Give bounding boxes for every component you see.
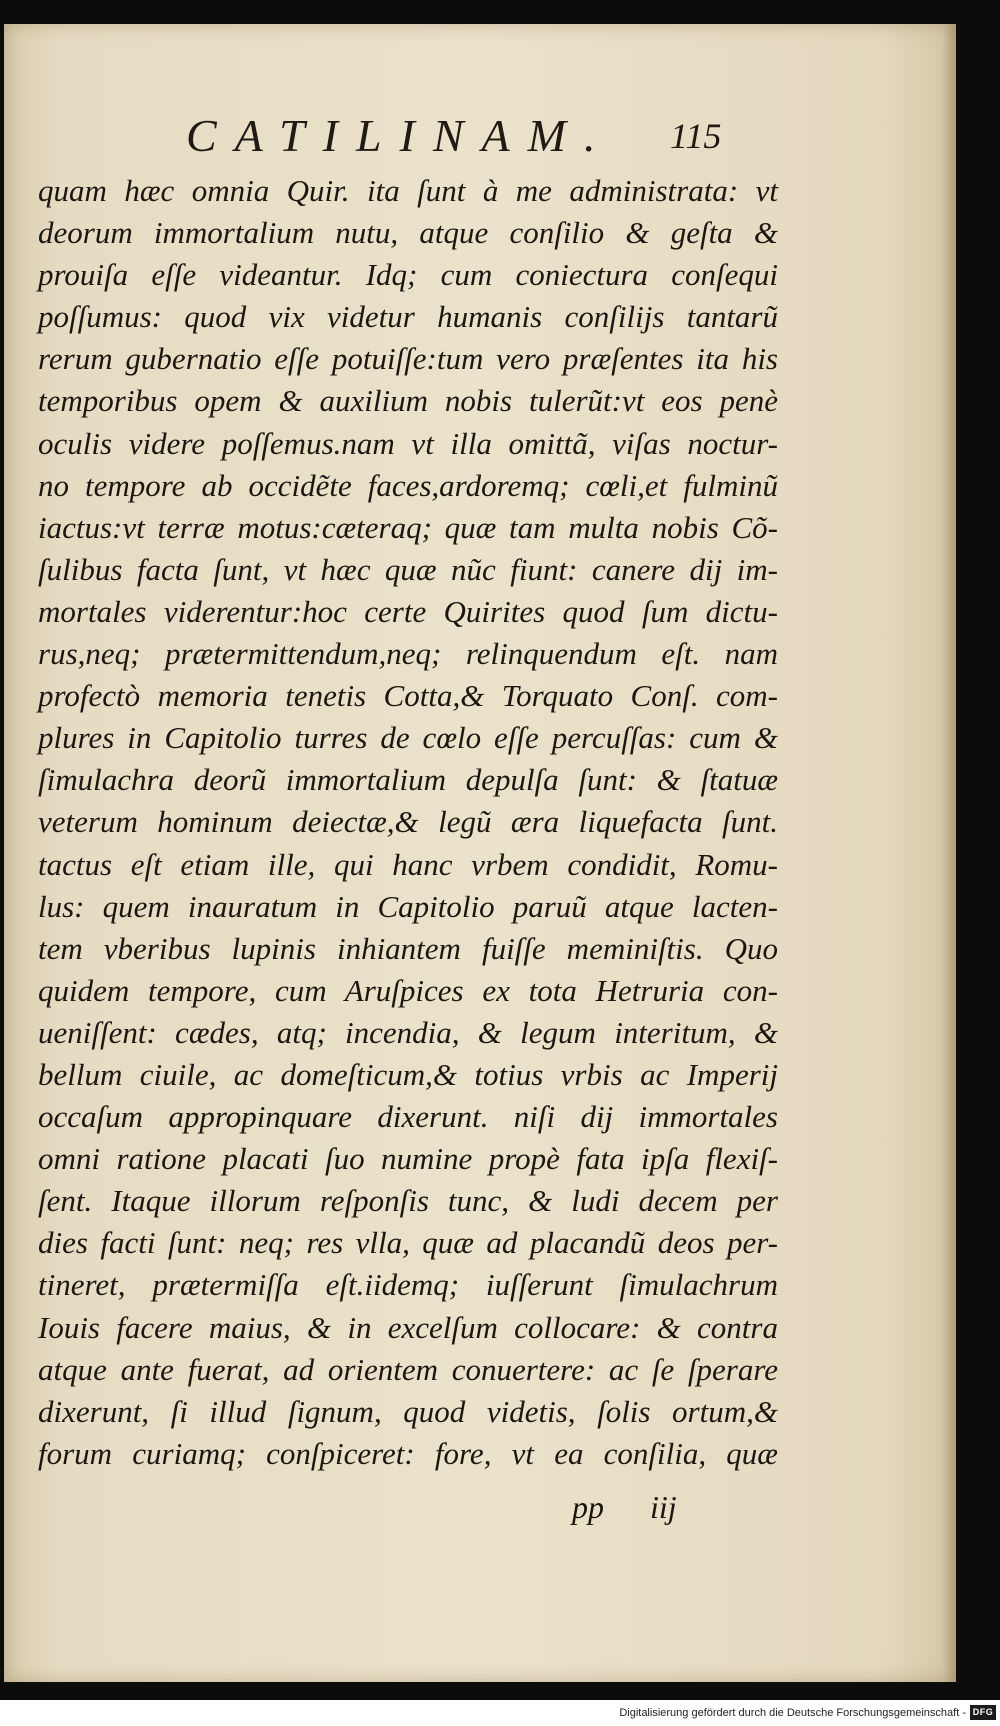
text-line: ueniſſent: cædes, atq; incendia, & legum interitum, & — [38, 1014, 778, 1050]
text-line: ſulibus facta ſunt, vt hæc quæ nũc fiunt: canere dij im- — [38, 551, 778, 587]
text-line: dixerunt, ſi illud ſignum, quod videtis, ſolis ortum,& — [38, 1393, 778, 1429]
text-line: atque ante fuerat, ad orientem conuertere: ac ſe ſperare — [38, 1351, 778, 1387]
page-edge-shadow — [942, 24, 956, 1682]
text-line: occaſum appropinquare dixerunt. niſi dij immortales — [38, 1099, 778, 1135]
text-line: mortales viderentur:hoc certe Quirites quod ſum dictu- — [38, 593, 778, 629]
signature-number: iij — [650, 1489, 677, 1525]
text-line: forum curiamq; conſpiceret: fore, vt ea conſilia, quæ — [38, 1435, 778, 1471]
text-line: bellum ciuile, ac domeſticum,& totius vrbis ac Imperij — [38, 1056, 778, 1092]
text-line: omni ratione placati ſuo numine propè fata ipſa flexiſ- — [38, 1141, 778, 1177]
text-line: profectò memoria tenetis Cotta,& Torquato Conſ. com- — [38, 678, 778, 714]
text-line: iactus:vt terræ motus:cæteraq; quæ tam multa nobis Cõ- — [38, 509, 778, 545]
book-page — [4, 24, 956, 1682]
text-line: poſſumus: quod vix videtur humanis conſilijs tantarũ — [38, 299, 778, 335]
text-line: tactus eſt etiam ille, qui hanc vrbem condidit, Romu- — [38, 846, 778, 882]
text-line: no tempore ab occidẽte faces,ardoremq; cœli,et fulminũ — [38, 467, 778, 503]
text-line: ſimulachra deorũ immortalium depulſa ſunt: & ſtatuæ — [38, 762, 778, 798]
signature-row — [4, 1482, 956, 1532]
text-line: quam hæc omnia Quir. ita ſunt à me administrata: vt — [38, 173, 778, 208]
text-line: rerum gubernatio eſſe potuiſſe:tum vero præſentes ita his — [38, 341, 778, 377]
text-line: ſent. Itaque illorum reſponſis tunc, & ludi decem per — [38, 1183, 778, 1219]
body-text — [38, 170, 778, 1475]
text-line: Iouis facere maius, & in excelſum collocare: & contra — [38, 1309, 778, 1345]
text-line: dies facti ſunt: neq; res vlla, quæ ad placandũ deos per- — [38, 1225, 778, 1261]
running-head — [4, 106, 956, 166]
text-line: lus: quem inauratum in Capitolio paruũ atque lacten- — [38, 888, 778, 924]
funding-credit: Digitalisierung gefördert durch die Deutsche Forschungsgemeinschaft - — [619, 1707, 966, 1719]
text-line: deorum immortalium nutu, atque conſilio & geſta & — [38, 215, 778, 251]
text-line: tem vberibus lupinis inhiantem fuiſſe meminiſtis. Quo — [38, 930, 778, 966]
text-line: rus,neq; prætermittendum,neq; relinquendum eſt. nam — [38, 636, 778, 672]
dfg-logo: DFG — [970, 1705, 996, 1720]
text-line: quidem tempore, cum Aruſpices ex tota Hetruria con- — [38, 972, 778, 1008]
text-line: veterum hominum deiectæ,& legũ æra liquefacta ſunt. — [38, 804, 778, 840]
text-line: oculis videre poſſemus.nam vt illa omittã, viſas noctur- — [38, 425, 778, 461]
signature-mark: pp — [572, 1489, 604, 1525]
text-line: prouiſa eſſe videantur. Idq; cum coniectura conſequi — [38, 257, 778, 293]
running-head-title: CATILINAM. — [186, 110, 614, 161]
text-line: temporibus opem & auxilium nobis tulerũt:vt eos penè — [38, 383, 778, 419]
page-number: 115 — [670, 116, 722, 156]
text-line: tineret, prætermiſſa eſt.iidemq; iuſſerunt ſimulachrum — [38, 1267, 778, 1303]
text-line: plures in Capitolio turres de cœlo eſſe percuſſas: cum & — [38, 720, 778, 756]
digitization-footer — [0, 1700, 1000, 1726]
